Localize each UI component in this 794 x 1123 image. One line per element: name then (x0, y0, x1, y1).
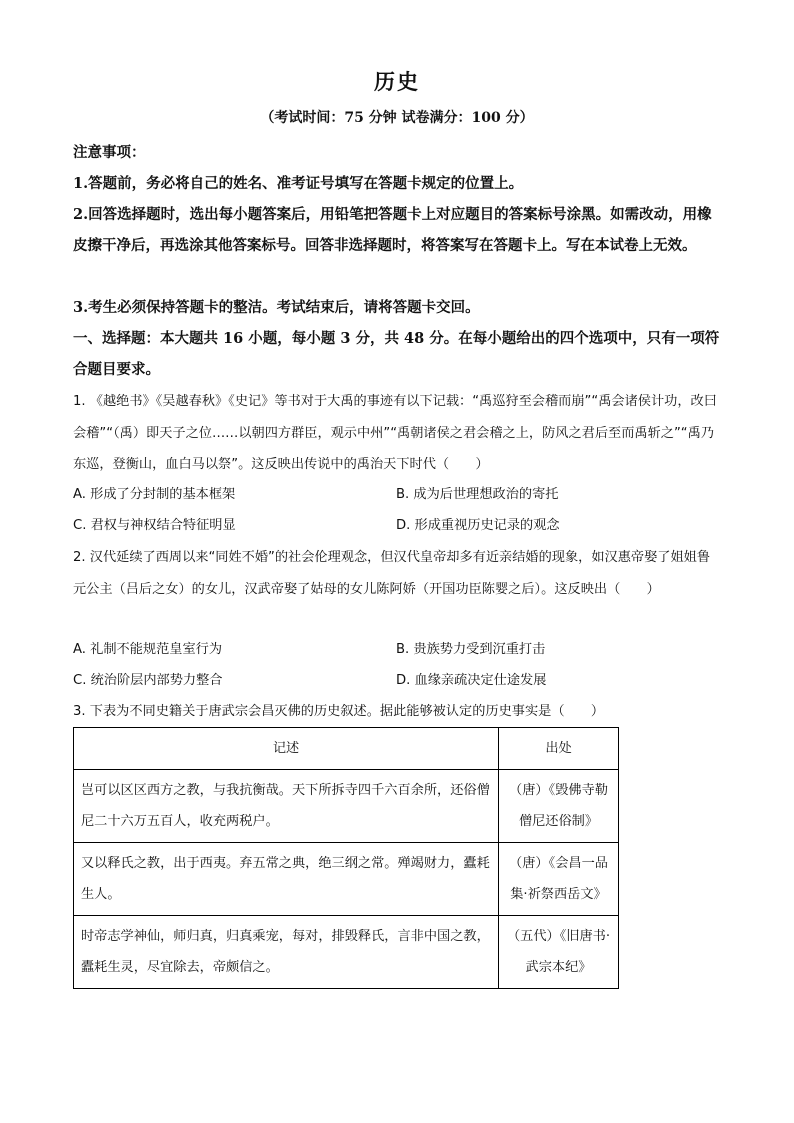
table-header-record: 记述 (74, 728, 499, 770)
table-row (74, 770, 619, 843)
table-cell-source: （唐）《毁佛寺勒僧尼还俗制》 (499, 770, 619, 843)
page-title: 历史 (374, 69, 420, 94)
section-heading: 一、选择题：本大题共 16 小题，每小题 3 分，共 48 分。在每小题给出的四个选项中，只有一项符合题目要求。 (73, 330, 720, 378)
question-2-option-d[interactable]: D. 血缘亲疏决定仕途发展 (396, 673, 547, 688)
notice-item-3: 3.考生必须保持答题卡的整洁。考试结束后，请将答题卡交回。 (73, 299, 480, 316)
table-cell-record: 时帝志学神仙，师归真，归真乘宠，每对，排毁释氏，言非中国之教，蠹耗生灵，尽宜除去，帝颇信之。 (74, 916, 499, 989)
exam-info: （考试时间：75 分钟 试卷满分：100 分） (260, 110, 534, 126)
question-1-options-row-1 (73, 479, 723, 510)
notice-item-2: 2.回答选择题时，选出每小题答案后，用铅笔把答题卡上对应题目的答案标号涂黑。如需改动，用橡皮擦干净后，再选涂其他答案标号。回答非选择题时，将答案写在答题卡上。写在本试卷上无效。 (73, 206, 712, 254)
table-cell-record: 岂可以区区西方之教，与我抗衡哉。天下所拆寺四千六百余所，还俗僧尼二十六万五百人，收充两税户。 (74, 770, 499, 843)
notice-heading: 注意事项： (73, 144, 146, 161)
table-row (74, 916, 619, 989)
question-2-option-a[interactable]: A. 礼制不能规范皇室行为 (73, 642, 223, 657)
question-2-stem: 2. 汉代延续了西周以来“同姓不婚”的社会伦理观念，但汉代皇帝却多有近亲结婚的现象，如汉惠帝娶了姐姐鲁元公主（吕后之女）的女儿，汉武帝娶了姑母的女儿陈阿娇（开国功臣陈婴之后）。这反映出（ ） (73, 550, 711, 597)
table-cell-record: 又以释氏之教，出于西夷。弃五常之典，绝三纲之常。殚竭财力，蠹耗生人。 (74, 843, 499, 916)
table-header-source: 出处 (499, 728, 619, 770)
table-cell-source: （五代）《旧唐书·武宗本纪》 (499, 916, 619, 989)
question-1-options-row-2 (73, 510, 723, 541)
question-1-option-b[interactable]: B. 成为后世理想政治的寄托 (396, 487, 559, 502)
question-2-option-b[interactable]: B. 贵族势力受到沉重打击 (396, 642, 546, 657)
question-2-options-row-1 (73, 634, 723, 665)
question-1-option-a[interactable]: A. 形成了分封制的基本框架 (73, 487, 236, 502)
table-cell-source: （唐）《会昌一品集·祈祭西岳文》 (499, 843, 619, 916)
question-2-option-c[interactable]: C. 统治阶层内部势力整合 (73, 673, 223, 688)
notice-item-1: 1.答题前，务必将自己的姓名、准考证号填写在答题卡规定的位置上。 (73, 175, 524, 192)
table-header-row (74, 728, 619, 770)
question-2-options-row-2 (73, 665, 723, 696)
question-3-stem: 3. 下表为不同史籍关于唐武宗会昌灭佛的历史叙述。据此能够被认定的历史事实是（ ） (73, 704, 605, 719)
question-1-option-c[interactable]: C. 君权与神权结合特征明显 (73, 518, 236, 533)
question-1-option-d[interactable]: D. 形成重视历史记录的观念 (396, 518, 560, 533)
question-1-stem: 1. 《越绝书》《吴越春秋》《史记》等书对于大禹的事迹有以下记载：“禹巡狩至会稽而崩”“禹会诸侯计功，改曰会稽”“（禹）即天子之位……以朝四方群臣，观示中州”“禹朝诸侯之君会稽之上，防风之君后至而禹斩之”“禹乃东巡，登衡山，血白马以祭”。这反映出传说中的禹治天下时代（ ） (73, 394, 717, 472)
table-row (74, 843, 619, 916)
question-3-source-table (73, 727, 619, 989)
